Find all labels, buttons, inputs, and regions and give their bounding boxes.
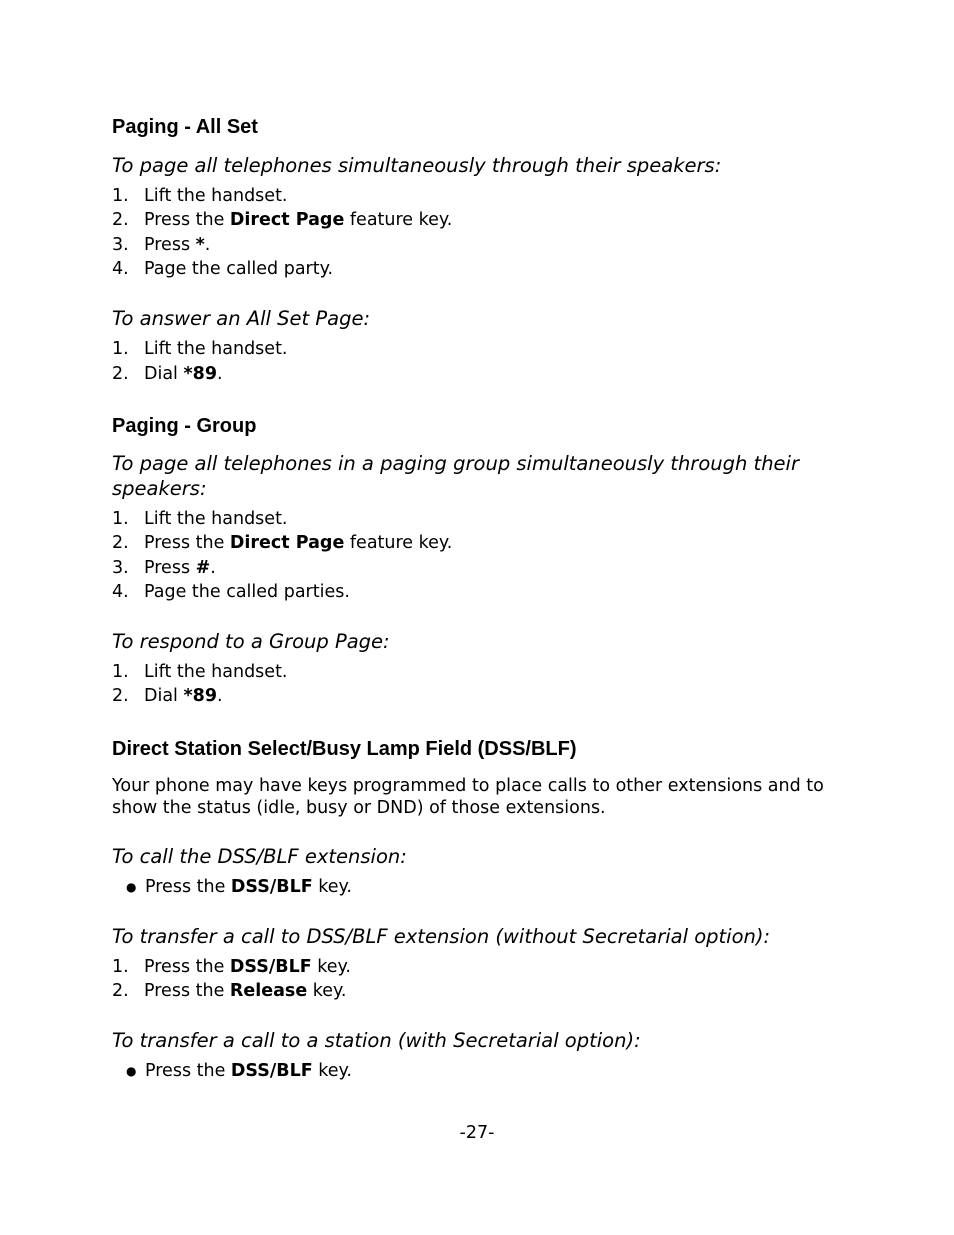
instruction-transfer-no-secretarial: To transfer a call to DSS/BLF extension (without Secretarial option): <box>112 925 771 948</box>
instruction-page-all: To page all telephones simultaneously through their speakers: <box>112 154 722 177</box>
list-item: 2. Dial *89. <box>112 364 223 384</box>
heading-paging-group: Paging - Group <box>112 415 257 437</box>
body-dss-blf: Your phone may have keys programmed to place calls to other extensions and to show the status (idle, busy or DND) of those extensions. <box>112 776 824 818</box>
list-item: 2. Press the Direct Page feature key. <box>112 210 453 230</box>
list-item: 4. Page the called parties. <box>112 582 350 602</box>
list-item: 3. Press #. <box>112 558 216 578</box>
instruction-page-group: To page all telephones in a paging group simultaneously through their speakers: <box>112 452 799 500</box>
bullet-icon: ● <box>126 880 137 894</box>
list-item: 1. Press the DSS/BLF key. <box>112 957 351 977</box>
list-item: 2. Dial *89. <box>112 686 223 706</box>
list-item: 3. Press *. <box>112 235 211 255</box>
heading-paging-all-set: Paging - All Set <box>112 116 258 138</box>
heading-dss-blf: Direct Station Select/Busy Lamp Field (DSS/BLF) <box>112 738 577 760</box>
bullet-item: ● Press the DSS/BLF key. <box>112 875 352 899</box>
list-item: 1. Lift the handset. <box>112 186 288 206</box>
instruction-transfer-secretarial: To transfer a call to a station (with Secretarial option): <box>112 1029 641 1052</box>
list-item: 1. Lift the handset. <box>112 662 288 682</box>
bullet-icon: ● <box>126 1064 137 1078</box>
list-item: 4. Page the called party. <box>112 259 334 279</box>
page-number: -27- <box>459 1123 495 1143</box>
instruction-call-dss: To call the DSS/BLF extension: <box>112 845 407 868</box>
list-item: 2. Press the Release key. <box>112 981 347 1001</box>
list-item: 1. Lift the handset. <box>112 339 288 359</box>
instruction-respond-group: To respond to a Group Page: <box>112 630 390 653</box>
instruction-answer-all-set: To answer an All Set Page: <box>112 307 371 330</box>
list-item: 2. Press the Direct Page feature key. <box>112 533 453 553</box>
list-item: 1. Lift the handset. <box>112 509 288 529</box>
bullet-item: ● Press the DSS/BLF key. <box>112 1059 352 1083</box>
